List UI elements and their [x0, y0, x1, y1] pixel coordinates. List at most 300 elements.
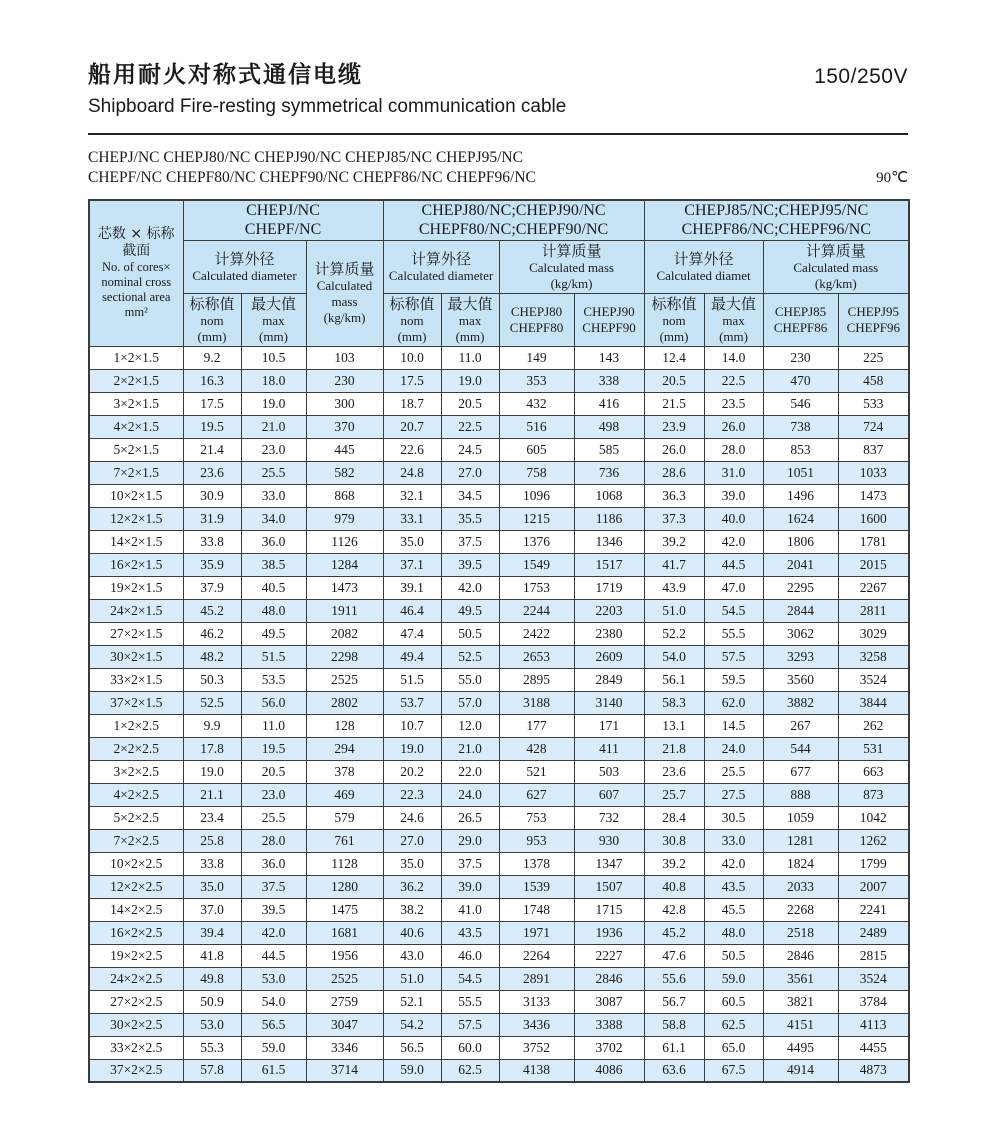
table-row: [89, 530, 909, 553]
value-cell: 498: [574, 415, 644, 438]
value-cell: 2802: [306, 691, 383, 714]
page-title-zh: 船用耐火对称式通信电缆: [88, 61, 363, 87]
value-cell: 59.5: [704, 668, 763, 691]
model-list-line1: CHEPJ/NC CHEPJ80/NC CHEPJ90/NC CHEPJ85/NC CHEPJ95/NC: [88, 149, 523, 166]
value-cell: 37.3: [644, 507, 704, 530]
group1-mass-en-line2: mass: [331, 294, 358, 309]
value-cell: 2759: [306, 990, 383, 1013]
value-cell: 3133: [499, 990, 574, 1013]
value-cell: 63.6: [644, 1059, 704, 1082]
value-cell: 2082: [306, 622, 383, 645]
group2-max-header: [441, 293, 499, 346]
value-cell: 27.0: [383, 829, 441, 852]
row-id-cell: 37×2×1.5: [89, 691, 183, 714]
value-cell: 2846: [574, 967, 644, 990]
nom-en: nom: [662, 312, 686, 328]
value-cell: 736: [574, 461, 644, 484]
value-cell: 1262: [838, 829, 909, 852]
value-cell: 40.6: [383, 921, 441, 944]
value-cell: 35.0: [383, 530, 441, 553]
row-id-cell: 3×2×1.5: [89, 392, 183, 415]
value-cell: 50.9: [183, 990, 241, 1013]
header-divider: [88, 133, 908, 135]
value-cell: 50.3: [183, 668, 241, 691]
table-row: [89, 668, 909, 691]
model-list: [88, 148, 908, 188]
group3-title: [644, 200, 909, 240]
value-cell: 9.2: [183, 346, 241, 369]
value-cell: 4086: [574, 1059, 644, 1082]
value-cell: 2489: [838, 921, 909, 944]
table-row: [89, 760, 909, 783]
group2-title-line1: CHEPJ80/NC;CHEPJ90/NC: [421, 202, 606, 220]
row-id-cell: 10×2×2.5: [89, 852, 183, 875]
table-row: [89, 438, 909, 461]
value-cell: 2227: [574, 944, 644, 967]
value-cell: 2815: [838, 944, 909, 967]
value-cell: 53.0: [241, 967, 306, 990]
mass-model-label: CHEPF80: [509, 319, 564, 335]
value-cell: 3702: [574, 1036, 644, 1059]
value-cell: 12.0: [441, 714, 499, 737]
value-cell: 149: [499, 346, 574, 369]
value-cell: 56.7: [644, 990, 704, 1013]
value-cell: 58.3: [644, 691, 704, 714]
value-cell: 10.5: [241, 346, 306, 369]
group2-diameter-zh: 计算外径: [411, 249, 472, 268]
value-cell: 1347: [574, 852, 644, 875]
value-cell: 521: [499, 760, 574, 783]
value-cell: 67.5: [704, 1059, 763, 1082]
value-cell: 1719: [574, 576, 644, 599]
value-cell: 579: [306, 806, 383, 829]
table-row: [89, 875, 909, 898]
value-cell: 1971: [499, 921, 574, 944]
value-cell: 57.5: [441, 1013, 499, 1036]
value-cell: 43.0: [383, 944, 441, 967]
table-row: [89, 553, 909, 576]
value-cell: 2846: [763, 944, 838, 967]
value-cell: 23.4: [183, 806, 241, 829]
value-cell: 49.4: [383, 645, 441, 668]
value-cell: 59.0: [241, 1036, 306, 1059]
value-cell: 1473: [838, 484, 909, 507]
value-cell: 9.9: [183, 714, 241, 737]
row-id-cell: 27×2×2.5: [89, 990, 183, 1013]
max-unit: (mm): [259, 328, 288, 344]
value-cell: 25.5: [241, 461, 306, 484]
value-cell: 1806: [763, 530, 838, 553]
group1-mass-zh: 计算质量: [314, 260, 375, 278]
value-cell: 44.5: [704, 553, 763, 576]
value-cell: 42.0: [241, 921, 306, 944]
value-cell: 3524: [838, 967, 909, 990]
value-cell: 42.0: [441, 576, 499, 599]
max-en: max: [722, 312, 745, 328]
value-cell: 52.5: [183, 691, 241, 714]
value-cell: 837: [838, 438, 909, 461]
value-cell: 262: [838, 714, 909, 737]
value-cell: 24.0: [441, 783, 499, 806]
row-id-cell: 27×2×1.5: [89, 622, 183, 645]
value-cell: 19.0: [183, 760, 241, 783]
value-cell: 432: [499, 392, 574, 415]
value-cell: 24.0: [704, 737, 763, 760]
group3-title-line1: CHEPJ85/NC;CHEPJ95/NC: [684, 202, 869, 220]
value-cell: 51.0: [383, 967, 441, 990]
corner-zh-line1: 芯数 × 标称: [97, 226, 175, 243]
group2-title: [383, 200, 644, 240]
value-cell: 28.0: [241, 829, 306, 852]
group2-mass-sub2-header: [574, 293, 644, 346]
value-cell: 28.0: [704, 438, 763, 461]
value-cell: 21.0: [241, 415, 306, 438]
value-cell: 888: [763, 783, 838, 806]
value-cell: 22.5: [441, 415, 499, 438]
table-row: [89, 829, 909, 852]
value-cell: 177: [499, 714, 574, 737]
value-cell: 3047: [306, 1013, 383, 1036]
value-cell: 39.4: [183, 921, 241, 944]
value-cell: 27.5: [704, 783, 763, 806]
group1-nom-header: [183, 293, 241, 346]
value-cell: 25.5: [241, 806, 306, 829]
value-cell: 30.9: [183, 484, 241, 507]
value-cell: 3436: [499, 1013, 574, 1036]
value-cell: 36.0: [241, 852, 306, 875]
value-cell: 732: [574, 806, 644, 829]
value-cell: 40.0: [704, 507, 763, 530]
value-cell: 57.8: [183, 1059, 241, 1082]
table-row: [89, 622, 909, 645]
value-cell: 516: [499, 415, 574, 438]
value-cell: 544: [763, 737, 838, 760]
value-cell: 20.5: [644, 369, 704, 392]
value-cell: 2422: [499, 622, 574, 645]
value-cell: 17.8: [183, 737, 241, 760]
table-row: [89, 852, 909, 875]
group1-mass-unit: (kg/km): [323, 310, 366, 325]
value-cell: 724: [838, 415, 909, 438]
value-cell: 17.5: [383, 369, 441, 392]
value-cell: 2609: [574, 645, 644, 668]
value-cell: 52.5: [441, 645, 499, 668]
value-cell: 33.8: [183, 852, 241, 875]
table-row: [89, 392, 909, 415]
mass-model-label: CHEPJ80: [510, 303, 563, 319]
page-title-en: Shipboard Fire-resting symmetrical communication cable: [88, 96, 567, 117]
value-cell: 19.5: [241, 737, 306, 760]
value-cell: 24.8: [383, 461, 441, 484]
value-cell: 36.2: [383, 875, 441, 898]
group2-mass-header: [499, 240, 644, 293]
row-id-cell: 33×2×1.5: [89, 668, 183, 691]
value-cell: 51.0: [644, 599, 704, 622]
corner-unit: mm²: [124, 305, 148, 320]
value-cell: 2811: [838, 599, 909, 622]
table-row: [89, 714, 909, 737]
table-header: [89, 200, 909, 346]
value-cell: 3821: [763, 990, 838, 1013]
value-cell: 230: [306, 369, 383, 392]
value-cell: 44.5: [241, 944, 306, 967]
corner-zh-line2: 截面: [122, 243, 151, 260]
table-row: [89, 484, 909, 507]
row-id-cell: 14×2×1.5: [89, 530, 183, 553]
value-cell: 40.5: [241, 576, 306, 599]
value-cell: 59.0: [704, 967, 763, 990]
group2-diameter-header: [383, 240, 499, 293]
value-cell: 39.0: [704, 484, 763, 507]
value-cell: 48.2: [183, 645, 241, 668]
value-cell: 2653: [499, 645, 574, 668]
value-cell: 21.1: [183, 783, 241, 806]
value-cell: 531: [838, 737, 909, 760]
spec-table: [88, 199, 910, 1083]
value-cell: 607: [574, 783, 644, 806]
value-cell: 267: [763, 714, 838, 737]
value-cell: 22.0: [441, 760, 499, 783]
value-cell: 3258: [838, 645, 909, 668]
value-cell: 18.0: [241, 369, 306, 392]
model-list-line2-row: [88, 168, 908, 188]
max-zh: 最大值: [447, 294, 493, 313]
value-cell: 36.0: [241, 530, 306, 553]
value-cell: 22.5: [704, 369, 763, 392]
value-cell: 39.1: [383, 576, 441, 599]
table-row: [89, 1059, 909, 1082]
value-cell: 52.2: [644, 622, 704, 645]
value-cell: 3087: [574, 990, 644, 1013]
row-id-cell: 4×2×2.5: [89, 783, 183, 806]
value-cell: 3293: [763, 645, 838, 668]
max-en: max: [458, 312, 482, 328]
value-cell: 54.2: [383, 1013, 441, 1036]
value-cell: 43.5: [704, 875, 763, 898]
value-cell: 1624: [763, 507, 838, 530]
value-cell: 27.0: [441, 461, 499, 484]
value-cell: 1507: [574, 875, 644, 898]
table-row: [89, 691, 909, 714]
value-cell: 2015: [838, 553, 909, 576]
row-id-cell: 5×2×1.5: [89, 438, 183, 461]
value-cell: 2244: [499, 599, 574, 622]
value-cell: 54.5: [704, 599, 763, 622]
value-cell: 11.0: [241, 714, 306, 737]
row-id-cell: 24×2×2.5: [89, 967, 183, 990]
value-cell: 585: [574, 438, 644, 461]
value-cell: 50.5: [704, 944, 763, 967]
row-id-cell: 30×2×1.5: [89, 645, 183, 668]
value-cell: 1781: [838, 530, 909, 553]
value-cell: 533: [838, 392, 909, 415]
value-cell: 49.8: [183, 967, 241, 990]
temperature-rating: 90℃: [876, 170, 908, 186]
value-cell: 4151: [763, 1013, 838, 1036]
mass-model-label: CHEPJ95: [847, 303, 899, 319]
value-cell: 31.9: [183, 507, 241, 530]
value-cell: 19.0: [383, 737, 441, 760]
value-cell: 3714: [306, 1059, 383, 1082]
value-cell: 2525: [306, 668, 383, 691]
value-cell: 56.0: [241, 691, 306, 714]
value-cell: 1681: [306, 921, 383, 944]
value-cell: 56.5: [241, 1013, 306, 1036]
value-cell: 378: [306, 760, 383, 783]
value-cell: 1128: [306, 852, 383, 875]
value-cell: 62.5: [441, 1059, 499, 1082]
value-cell: 2203: [574, 599, 644, 622]
value-cell: 503: [574, 760, 644, 783]
table-row: [89, 461, 909, 484]
nom-unit: (mm): [659, 328, 689, 344]
value-cell: 3882: [763, 691, 838, 714]
group3-diameter-en: Calculated diamet: [656, 267, 751, 283]
value-cell: 56.1: [644, 668, 704, 691]
value-cell: 20.5: [441, 392, 499, 415]
value-cell: 42.0: [704, 530, 763, 553]
value-cell: 2241: [838, 898, 909, 921]
value-cell: 3188: [499, 691, 574, 714]
row-id-cell: 2×2×2.5: [89, 737, 183, 760]
nom-zh: 标称值: [651, 294, 697, 313]
table-row: [89, 645, 909, 668]
value-cell: 22.6: [383, 438, 441, 461]
voltage-rating: 150/250V: [814, 65, 908, 88]
max-zh: 最大值: [711, 294, 757, 313]
corner-en-line3: sectional area: [102, 290, 171, 305]
group1-max-header: [241, 293, 306, 346]
value-cell: 39.2: [644, 852, 704, 875]
value-cell: 30.8: [644, 829, 704, 852]
table-row: [89, 944, 909, 967]
mass-model-label: CHEPF90: [582, 319, 636, 335]
value-cell: 953: [499, 829, 574, 852]
row-id-cell: 4×2×1.5: [89, 415, 183, 438]
group1-title-line1: CHEPJ/NC: [246, 202, 320, 220]
value-cell: 33.8: [183, 530, 241, 553]
value-cell: 25.7: [644, 783, 704, 806]
value-cell: 62.5: [704, 1013, 763, 1036]
value-cell: 3560: [763, 668, 838, 691]
value-cell: 4873: [838, 1059, 909, 1082]
table-row: [89, 599, 909, 622]
value-cell: 22.3: [383, 783, 441, 806]
max-unit: (mm): [719, 328, 748, 344]
value-cell: 4495: [763, 1036, 838, 1059]
row-id-cell: 3×2×2.5: [89, 760, 183, 783]
corner-en-line2: nominal cross: [101, 275, 172, 290]
row-id-cell: 19×2×2.5: [89, 944, 183, 967]
value-cell: 2007: [838, 875, 909, 898]
value-cell: 1284: [306, 553, 383, 576]
value-cell: 35.0: [183, 875, 241, 898]
corner-header: [89, 200, 183, 346]
group2-nom-header: [383, 293, 441, 346]
group3-max-header: [704, 293, 763, 346]
value-cell: 49.5: [441, 599, 499, 622]
value-cell: 46.4: [383, 599, 441, 622]
value-cell: 128: [306, 714, 383, 737]
value-cell: 853: [763, 438, 838, 461]
value-cell: 10.0: [383, 346, 441, 369]
value-cell: 3752: [499, 1036, 574, 1059]
value-cell: 55.0: [441, 668, 499, 691]
value-cell: 582: [306, 461, 383, 484]
value-cell: 20.2: [383, 760, 441, 783]
value-cell: 37.5: [441, 852, 499, 875]
value-cell: 55.5: [441, 990, 499, 1013]
value-cell: 2891: [499, 967, 574, 990]
value-cell: 34.0: [241, 507, 306, 530]
value-cell: 54.0: [644, 645, 704, 668]
table-row: [89, 1013, 909, 1036]
value-cell: 12.4: [644, 346, 704, 369]
value-cell: 930: [574, 829, 644, 852]
group3-diameter-zh: 计算外径: [673, 249, 734, 268]
value-cell: 37.0: [183, 898, 241, 921]
value-cell: 738: [763, 415, 838, 438]
table-row: [89, 921, 909, 944]
value-cell: 18.7: [383, 392, 441, 415]
value-cell: 20.7: [383, 415, 441, 438]
value-cell: 46.0: [441, 944, 499, 967]
value-cell: 29.0: [441, 829, 499, 852]
value-cell: 61.5: [241, 1059, 306, 1082]
value-cell: 3784: [838, 990, 909, 1013]
row-id-cell: 33×2×2.5: [89, 1036, 183, 1059]
value-cell: 55.5: [704, 622, 763, 645]
max-en: max: [262, 312, 285, 328]
value-cell: 1824: [763, 852, 838, 875]
value-cell: 627: [499, 783, 574, 806]
value-cell: 605: [499, 438, 574, 461]
value-cell: 230: [763, 346, 838, 369]
value-cell: 1911: [306, 599, 383, 622]
value-cell: 458: [838, 369, 909, 392]
table-row: [89, 990, 909, 1013]
value-cell: 25.5: [704, 760, 763, 783]
table-row: [89, 415, 909, 438]
value-cell: 2844: [763, 599, 838, 622]
value-cell: 21.8: [644, 737, 704, 760]
nom-en: nom: [400, 312, 424, 328]
nom-unit: (mm): [397, 328, 427, 344]
value-cell: 42.0: [704, 852, 763, 875]
value-cell: 26.0: [644, 438, 704, 461]
value-cell: 45.2: [644, 921, 704, 944]
value-cell: 1539: [499, 875, 574, 898]
corner-en-line1: No. of cores×: [102, 260, 171, 275]
value-cell: 62.0: [704, 691, 763, 714]
value-cell: 1799: [838, 852, 909, 875]
nom-unit: (mm): [197, 328, 227, 344]
value-cell: 1496: [763, 484, 838, 507]
value-cell: 1473: [306, 576, 383, 599]
group3-mass-zh: 计算质量: [805, 241, 866, 260]
value-cell: 41.0: [441, 898, 499, 921]
value-cell: 17.5: [183, 392, 241, 415]
title-row: [88, 56, 908, 89]
value-cell: 41.7: [644, 553, 704, 576]
row-id-cell: 19×2×1.5: [89, 576, 183, 599]
max-unit: (mm): [455, 328, 485, 344]
value-cell: 55.6: [644, 967, 704, 990]
value-cell: 4113: [838, 1013, 909, 1036]
value-cell: 43.9: [644, 576, 704, 599]
value-cell: 3062: [763, 622, 838, 645]
value-cell: 758: [499, 461, 574, 484]
